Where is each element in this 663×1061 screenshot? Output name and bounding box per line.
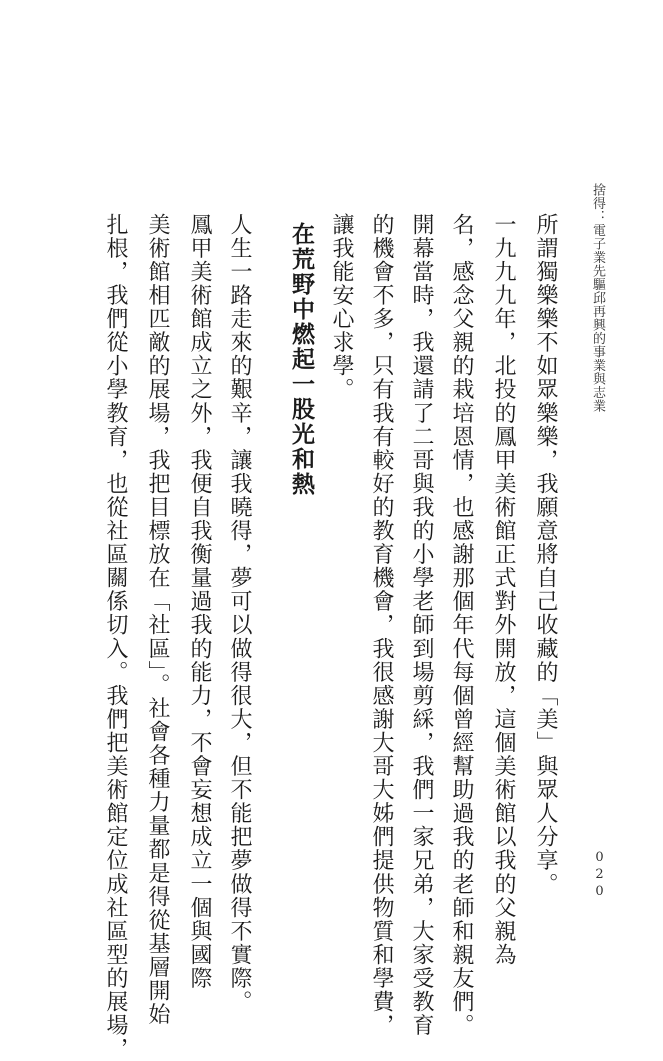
paragraph-line: 美術館相匹敵的展場，我把目標放在「社區」。社會各種力量都是得從基層開始 (145, 213, 170, 1027)
paragraph-line: 人生一路走來的艱辛，讓我曉得，夢可以做得很大，但不能把夢做得不實際。 (227, 213, 252, 1014)
paragraph-line: 所謂獨樂樂不如眾樂樂，我願意將自己收藏的「美」與眾人分享。 (533, 213, 558, 896)
paragraph-line: 扎根，我們從小學教育，也從社區關係切入。我們把美術館定位成社區型的展場， (103, 213, 128, 1061)
running-head: 捨得：電子業先驅邱再興的事業與志業 (590, 183, 605, 413)
paragraph-line: 的機會不多，只有我有較好的教育機會，我很感謝大哥大姊們提供物質和學費， (369, 213, 394, 1038)
page-number: 020 (592, 850, 607, 901)
paragraph-line: 名，感念父親的栽培恩情，也感謝那個年代每個曾經幫助過我的老師和親友們。 (449, 213, 474, 1038)
section-heading: 在荒野中燃起一股光和熱 (288, 222, 314, 497)
paragraph-line: 讓我能安心求學。 (329, 213, 354, 402)
paragraph-line: 鳳甲美術館成立之外，我便自我衡量過我的能力，不會妄想成立一個與國際 (187, 213, 212, 991)
paragraph-line: 開幕當時，我還請了二哥與我的小學老師到場剪綵，我們一家兄弟，大家受教育 (409, 213, 434, 1038)
paragraph-line: 一九九九年，北投的鳳甲美術館正式對外開放，這個美術館以我的父親為 (491, 213, 516, 967)
